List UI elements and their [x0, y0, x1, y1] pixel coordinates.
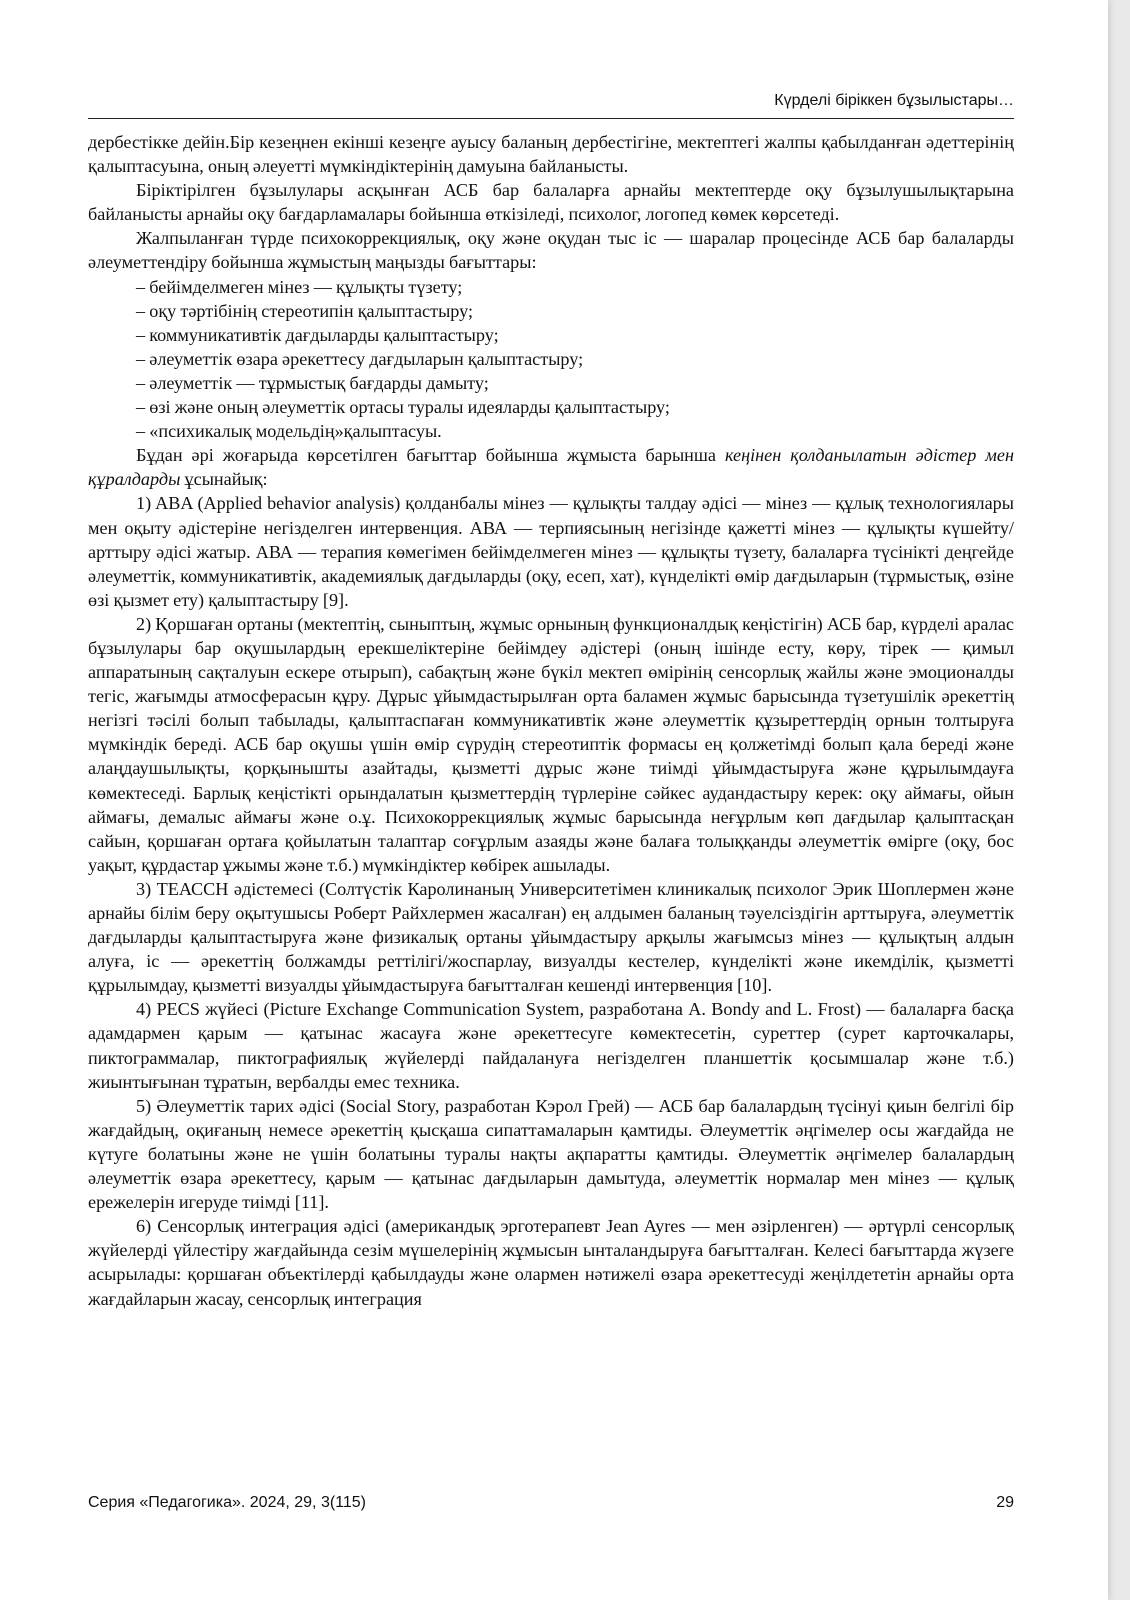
page-number: 29: [996, 1494, 1014, 1511]
page-footer: [88, 1494, 1014, 1512]
paragraph: Жалпыланған түрде психокоррекциялық, оқу және оқудан тыс іс — шаралар процесінде АСБ бар балаларды әлеуметтендіру бойынша жұмыстың маңызды бағыттары:: [88, 228, 1014, 273]
list-item: – бейімделмеген мінез — құлықты түзету;: [136, 276, 463, 297]
paragraph: дербестікке дейін.Бір кезеңнен екінші кезеңге ауысу баланың дербестігіне, мектептегі жалпы қабылданған әдеттерінің қалыптасуына, оның әлеуетті мүмкіндіктерінің дамуына байланысты.: [88, 132, 1014, 177]
method-environment: 2) Қоршаған ортаны (мектептің, сыныптың, жұмыс орнының функционалдық кеңістігін) АСБ бар, күрделі аралас бұзылулары бар оқушылардың ерекшеліктеріне бейімдеу әдістері (оның ішінде есту, көру, тірек — қимыл аппаратының сақталуын ескере отырып), сабақтың және бүкіл мектеп өмірінің сенсорлық жайлы және эмоционалды тегіс, жағымды атмосферасын құру. Дұрыс ұйымдастырылған орта баламен жұмыс барысында түзетушілік әрекеттің негізгі тәсілі болып табылады, қалыптаспаған коммуникативтік және әлеуметтік құзыреттердің орнын толтыруға мүмкіндік береді. АСБ бар оқушы үшін өмір сүрудің стереотиптік формасы ең қолжетімді болып қала береді және алаңдаушылықты, қорқынышты азайтады, қызметті дұрыс және тиімді ұйымдастыруға және құрылымдауға көмектеседі. Барлық кеңістікті орындалатын қызметтердің түрлеріне сәйкес аудандастыру керек: оқу аймағы, ойын аймағы, демалыс аймағы және о.ұ. Психокоррекциялық жұмыс барысында неғұрлым көп дағдылар қалыптасқан сайын, қоршаған ортаға қойылатын талаптар соғұрлым азаяды және балаға толыққанды әлеуметтік өмірге (оқу, бос уақыт, құрдастар ұжымы және т.б.) мүмкіндіктер көбірек ашылады.: [88, 613, 1014, 875]
list-item: – өзі және оның әлеуметтік ортасы туралы идеяларды қалыптастыру;: [136, 397, 670, 418]
list-item: – әлеуметтік — тұрмыстық бағдарды дамыту;: [136, 372, 489, 393]
method-sensory-integration: 6) Сенсорлық интеграция әдісі (американдық эрготерапевт Jean Ayres — мен әзірленген) — әртүрлі сенсорлық жүйелерді үйлестіру жағдайында сезім мүшелерінің жұмысын ынталандыруға бағытталған. Келесі бағыттарда жүзеге асырылады: қоршаған объектілерді қабылдауды және олармен нәтижелі өзара әрекеттесуді жеңілдететін арнайы орта жағдайларын жасау, сенсорлық интеграция: [88, 1216, 1014, 1309]
paragraph: Біріктірілген бұзылулары асқынған АСБ бар балаларға арнайы мектептерде оқу бұзылушылықтарына байланысты арнайы оқу бағдарламалары бойынша өткізіледі, психолог, логопед көмек көрсетеді.: [88, 180, 1014, 225]
directions-list: [88, 275, 1014, 444]
method-teacch: 3) ТЕАССН әдістемесі (Солтүстік Каролинаның Университетімен клиникалық психолог Эрик Шоплермен және арнайы білім беру оқытушысы Роберт Райхлермен жасалған) ең алдымен баланың тәуелсіздігін арттыруға, әлеуметтік дағдыларды қалыптастыруға және физикалық ортаны ұйымдастыру арқылы жағымсыз мінез — құлықтың алдын алуға, іс — әрекеттің болжамды реттілігі/жоспарлау, визуалды кестелер, күнделікті және икемділік, қызметті құрылымдау, қызметті визуалды ұйымдастыруға бағытталған кешенді интервенция [10].: [88, 878, 1014, 996]
running-header: Күрделі біріккен бұзылыстары…: [88, 88, 1014, 119]
paragraph: [88, 443, 1014, 491]
emphasis: кеңінен қолданылатын әдістер мен құралдарды: [88, 445, 1014, 490]
method-social-story: 5) Әлеуметтік тарих әдісі (Social Story, разработан Кэрол Грей) — АСБ бар балалардың түсінуі қиын белгілі бір жағдайдың, оқиғаның немесе әрекеттің қысқаша сипаттамаларын қамтиды. Әлеуметтік әңгімелер осы жағдайда не күтуге болатыны және не үшін болатыны туралы нақты ақпаратты қамтиды. Әлеуметтік әңгімелер балалардың әлеуметтік өзара әрекеттесу, қарым — қатынас дағдыларын дамытуда, әлеуметтік нормалар мен мінез — құлық ережелерін игеруде тиімді [11].: [88, 1095, 1014, 1213]
list-item: – коммуникативтік дағдыларды қалыптастыру;: [136, 324, 499, 345]
journal-citation: Серия «Педагогика». 2024, 29, 3(115): [88, 1494, 367, 1511]
body-text: [88, 130, 1014, 1311]
list-item: – «психикалық модельдің»қалыптасуы.: [136, 421, 442, 442]
list-item: – оқу тәртібінің стереотипін қалыптастыру;: [136, 300, 474, 321]
list-item: – әлеуметтік өзара әрекеттесу дағдыларын қалыптастыру;: [136, 348, 584, 369]
method-pecs: 4) PECS жүйесі (Picture Exchange Communication System, разработана A. Bondy and L. Frost) — балаларға басқа адамдармен қарым — қатынас жасауға және әрекеттесуге көмектесетін, суреттер (сурет карточкалары, пиктограммалар, пиктографиялық жүйелерді пайдалануға негізделген планшеттік қосымшалар және т.б.) жиынтығынан тұратын, вербалды емес техника.: [88, 999, 1014, 1092]
text-run: ұсынайық:: [180, 469, 268, 490]
method-aba: 1) ABA (Applied behavior analysis) қолданбалы мінез — құлықты талдау әдісі — мінез — құлық технологиялары мен оқыту әдістеріне негізделген интервенция. АВА — терпиясының негізінде қажетті мінез — құлықты күшейту/арттыру әдісі жатыр. АВА — терапия көмегімен бейімделмеген мінез — құлықты түзету, балаларға түсінікті деңгейде әлеуметтік, коммуникативтік, академиялық дағдыларды (оқу, есеп, хат), күнделікті өмір дағдыларын (тұрмыстық, өзіне өзі қызмет ету) қалыптастыру [9].: [88, 493, 1014, 610]
text-run: Бұдан әрі жоғарыда көрсетілген бағыттар бойынша жұмыста барынша: [136, 445, 725, 466]
